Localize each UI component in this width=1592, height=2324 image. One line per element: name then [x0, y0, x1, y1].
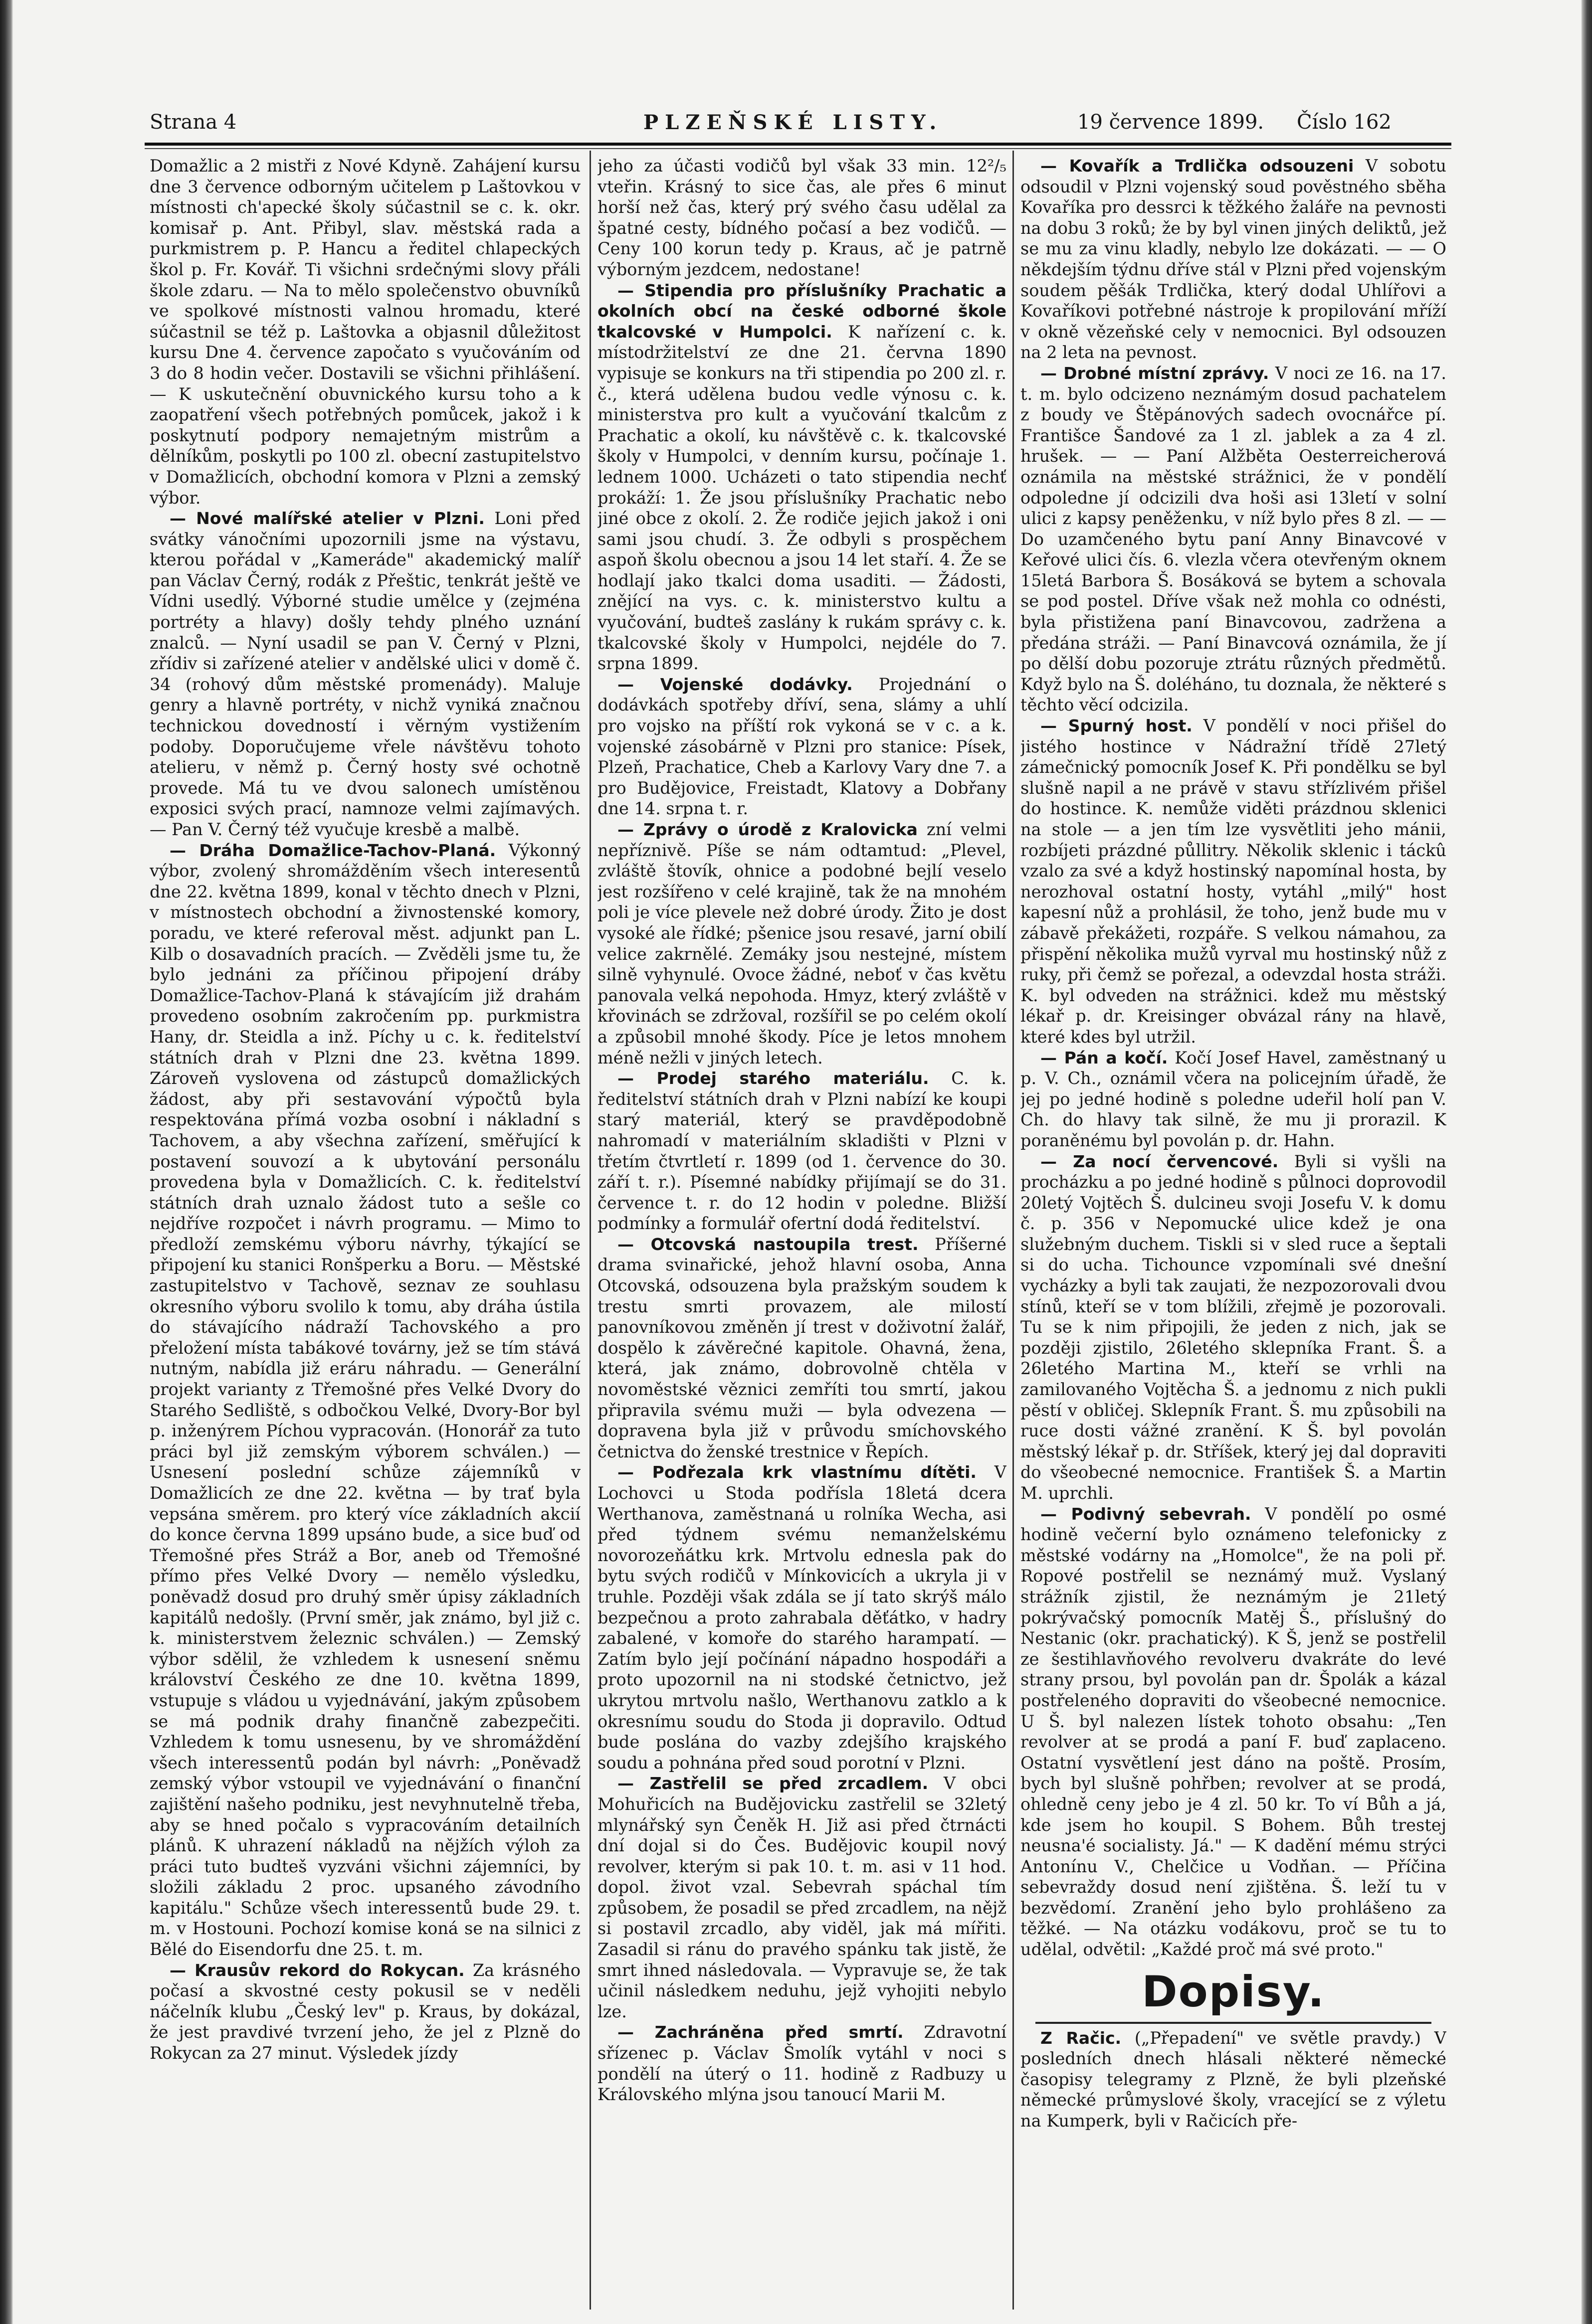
article — [1020, 1504, 1446, 1960]
article-text: V noci ze 16. na 17. t. m. bylo odcizeno neznámým dosud pachatelem z boudy ve Štěpánových sadech ovocnářce pí. Františce Šandové za 1 zl. jablek a za 4 zl. hrušek. — — Paní Alžběta Oesterreicherová oznámila na městské strážnici, že v pondělí odpoledne jí odcizili dva hoši asi 13letí v solní ulici z kapsy peněženku, v níž bylo přes 8 zl. — — Do uzamčeného bytu paní Anny Binavcové v Keřové ulici čís. 6. vlezla včera otevřeným oknem 15letá Barbora Š. Bosáková se bytem a schovala se pod postel. Dříve však než mohla co odnésti, byla přistižena paní Binavcovou, zadržena a předána stráži. — Paní Binavcová oznámila, že jí po dělší dobu pozoruje ztrátu různých předmětů. Když bylo na Š. doléháno, tu doznala, že některé s těchto věcí odcizila. — [1020, 363, 1446, 715]
article-text: C. k. ředitelství státních drah v Plzni nabízí ke koupi starý materiál, který se pravděpodobně nahromadí v materiálním skladišti v Plzni v třetím čtvrtletí r. 1899 (od 1. července do 30. září t. r.). Písemné nabídky přijímají se do 31. července t. r. do 12 hodin v poledne. Bližší podmínky a formulář ofertní dodá ředitelství. — [597, 1069, 1006, 1234]
article — [150, 1960, 581, 2064]
article-text: Domažlic a 2 mistři z Nové Kdyně. Zahájení kursu dne 3 července odborným učitelem p Laštovkou v místnosti ch'apecké školy súčastnil se c. k. okr. komisař p. Ant. Přibyl, slav. městská rada a purkmistrem p. P. Hancu a ředitel chlapeckých škol p. Fr. Kovář. Ti všichni srdečnými slovy přáli škole zdaru. — Na to mělo společenstvo obuvníků ve spolkové místnosti valnou hromadu, které súčastnil se též p. Laštovka a objasnil důležitost kursu Dne 4. července započato s vyučováním od 3 do 8 hodin večer. Dostavili se všichni přihlášení. — K uskutečnění obuvnického kursu toho a k zaopatření všech potřebných pomůcek, jakož i k poskytnutí podpory nemajetným mistrům a dělníkům, poskytli po 100 zl. obecní zastupitelstvo v Domažlicích, obchodní komora v Plzni a zemský výbor. — [150, 156, 581, 508]
section-title-dopisy: Dopisy. — [1142, 1966, 1325, 2017]
article-text: V pondělí po osmé hodině večerní bylo oznámeno telefonicky z městské vodárny na „Homolce", že na poli př. Ropové postřelil se neznámý muž. Vyslaný strážník zjistil, že neznámým je 21letý pokrývačský pomocník Matěj Š., příslušný do Nestanic (okr. prachatický). K Š, jenž se postřelil ze šestihlavňového revolveru dvakráte do levé strany prsou, byl povolán pan dr. Špolák a kázal postřeleného dopraviti do všeobecné nemocnice. U Š. byl nalezen lístek tohoto obsahu: „Ten revolver at se prodá a paní F. buď zaplaceno. Ostatní vysvětlení jest dáno na poště. Prosím, bych byl slušně pohřben; revolver at se prodá, ohledně ceny jebo je 4 zl. 50 kr. To ví Bůh a já, kde jsem ho koupil. S Bohem. Bůh trestej neusna'é socialisty. Já." — K dadění mému strýci Antonínu V., Chelčice u Vodňan. — Příčina sebevraždy dosud není zjištěna. Š. leží tu v bezvědomí. Zranění jeho bylo prohlášeno za těžké. — Na otázku vodákovu, proč se tu to udělal, odvětil: „Každé proč má své proto." — [1020, 1504, 1446, 1960]
scan-edge-left — [0, 0, 13, 2324]
article-text: V Lochovci u Stoda podřísla 18letá dcera Werthanova, zaměstnaná u rolníka Wecha, asi před týdnem svému nemanželskému novorozeňátku krk. Mrtvolu ednesla pak do bytu svých rodičů v Mínkovicích a ukryla ji v truhle. Později však zdála se jí tato skrýš málo bezpečnou a proto zahrabala děťátko, v hadry zabalené, v komoře do starého harampatí. — Zatím bylo její počínání nápadno hospodáři a proto upozornil na ni stodské četnictvo, jež ukrytou mrtvolu našlo, Werthanovu zatklo a k okresnímu soudu do Stoda ji dopravilo. Odtud bude poslána do vazby zdejšího krajského soudu a pohnána před soud porotní v Plzni. — [597, 1462, 1006, 1773]
article-headline: — Otcovská nastoupila trest. — [617, 1234, 919, 1254]
article-headline: — Zprávy o úrodě z Kralovicka — [617, 820, 918, 839]
article-headline: — Zastřelil se před zrcadlem. — [617, 1774, 929, 1793]
article-text: Projednání o dodávkách spotřeby dříví, sena, slámy a uhlí pro vojsko na příští rok vykoná se v c. a k. vojenské zásobárně v Plzni pro stanice: Písek, Plzeň, Prachatice, Cheb a Karlovy Vary dne 7. a pro Budějovice, Freistadt, Klatovy a Dobřany dne 14. srpna t. r. — [597, 674, 1006, 819]
article-text: V obci Mohuřicích na Budějovicku zastřelil se 32letý mlynářský syn Čeněk H. Již asi před čtrnácti dní dojal si do Čes. Budějovic koupil nový revolver, kterým si pak 10. t. m. asi v 11 hod. dopol. život vzal. Sebevrah spáchal tím způsobem, že posadil se před zrcadlem, na nějž si postavil zrcadlo, aby viděl, jak má mířiti. Zasadil si ránu do pravého spánku tak jistě, že smrt ihned následovala. — Vypravuje se, že tak učinil následkem neduhu, jejž vyhojiti nebylo lze. — [597, 1774, 1006, 2021]
article — [597, 1773, 1006, 2022]
article-headline: — Podřezala krk vlastnímu dítěti. — [617, 1462, 977, 1482]
issue-number: Číslo 162 — [1297, 111, 1392, 134]
article-headline: — Prodej starého materiálu. — [617, 1069, 929, 1088]
scan-edge-right — [1581, 0, 1592, 2324]
issue-date: 19 července 1899. — [1077, 111, 1264, 134]
article-text: V pondělí v noci přišel do jistého hostince v Nádražní třídě 27letý zámečnický pomocník Josef K. Při pondělku se byl slušně napil a ne právě v stavu střízlivém přišel do hostince. K. nemůže viděti prázdnou sklenici na stole — a jen tím lze vysvětliti jeho mánii, rozbíjeti prázdné půllitry. Několik sklenic i táckû vzalo za své a když hostinský napomínal hosta, by nerozhoval ostatní hosty, vytáhl „milý" host kapesní nůž a prohlásil, že toho, jenž bude mu v zábavě překážeti, rozpáře. S velkou námahou, za přispění několika mužů vyrval mu hostinský nůž z ruky, při čemž se pořezal, a odevzdal hosta stráži. K. byl odveden na strážnici. kdež mu městský lékař p. dr. Kreisinger obvázal rány na hlavě, které kdes byl utržil. — [1020, 716, 1446, 1047]
article-text: K nařízení c. k. místodržitelství ze dne 21. června 1890 vypisuje se konkurs na tři stipendia po 200 zl. r. č., která udělena budou vedle výnosu c. k. ministerstva pro kult a vyučování tkalcům z Prachatic a okolí, ku návštěvě c. k. tkalcovské školy v Humpolci, v denním kursu, počínaje 1. lednem 1000. Ucházeti o tato stipendia nechť prokáží: 1. Že jsou příslušníky Prachatic nebo jiné obce z okolí. 2. Že rodiče jejich jakož i oni sami jsou chudí. 3. Že odbyli s prospěchem aspoň školu obecnou a jsou 14 let staří. 4. Že se hodlají jako tkalci doma usaditi. — Žádosti, znějící na vys. c. k. ministerstvo kultu a vyučování, budteš zaslány k rukám správy c. k. tkalcovské školy v Humpolci, nejdéle do 7. srpna 1899. — [597, 322, 1006, 674]
article — [150, 508, 581, 840]
header-rule — [145, 143, 1451, 146]
article-headline: — Podivný sebevrah. — [1040, 1504, 1251, 1524]
article — [597, 674, 1006, 819]
masthead-title: PLZEŇSKÉ LISTY. — [643, 111, 943, 134]
article — [597, 819, 1006, 1068]
header-rule-thin — [145, 148, 1451, 149]
article-text: Za krásného počasí a skvostné cesty pokusil se v neděli náčelník klubu „Český lev" p. Kraus, by dokázal, že jest pravdivé tvrzení jeho, že jel z Plzně do Rokycan za 27 minut. Výsledek jízdy — [150, 1960, 581, 2063]
page-number: Strana 4 — [150, 111, 237, 134]
article — [597, 1462, 1006, 1773]
article-headline: — Vojenské dodávky. — [617, 674, 853, 694]
article-headline: — Dráha Domažlice-Tachov-Planá. — [170, 840, 496, 860]
article — [150, 840, 581, 1960]
article-text: Zdravotní sřízenec p. Václav Šmolík vytáhl v noci s pondělí na úterý o 11. hodině z Radbuzy u Královského mlýna jsou tanoucí Marii M. — [597, 2022, 1006, 2105]
article — [597, 280, 1006, 674]
article — [1020, 2028, 1446, 2132]
article-text: Kočí Josef Havel, zaměstnaný u p. V. Ch., oznámil včera na policejním úřadě, že jej po jedné hodině s poledne udeřil holí pan V. Ch. do hlavy tak silně, že mu ji prorazil. K poraněnému byl povolán p. dr. Hahn. — [1020, 1048, 1446, 1150]
article-headline: Z Račic. — [1040, 2028, 1122, 2048]
article — [1020, 156, 1446, 363]
article-text: V sobotu odsoudil v Plzni vojenský soud pověstného sběha Kovaříka pro dessrci k těžkého žaláře na pevnosti na dobu 3 roků; že by byl vinen jiných deliktů, jež se mu za vinu kladly, nebylo lze dokázati. — — O někdejším týdnu dříve stál v Plzni před vojenským soudem pěšák Trdlička, který dodal Uhlířovi a Kovaříkovi potřebné nástroje k propilování mříží v okně vězeňské cely v nemocnici. Byl odsouzen na 2 leta na pevnost. — [1020, 156, 1446, 362]
article-text: („Přepadení" ve světle pravdy.) V posledních dnech hlásali některé německé časopisy telegramy z Plzně, že byli plzeňské německé průmyslové školy, vracející se z výletu na Kumperk, byli v Račicích pře- — [1020, 2028, 1446, 2131]
column-divider-1 — [590, 151, 591, 2310]
article-headline: — Kovařík a Trdlička odsouzeni — [1040, 156, 1354, 176]
article-headline: — Zachráněna před smrtí. — [617, 2022, 904, 2042]
article-text: zní velmi nepříznivě. Píše se nám odtamtud: „Plevel, zvláště štovík, ohnice a podobné bejlí veselo jest rozšířeno v celé krajině, tak že na mnohém poli je více plevele než dobré úrody. Žito je dost vysoké ale řídké; pšenice jsou resavé, jarní obilí velice zakrnělé. Zemáky jsou nestejné, místem silně vyhynulé. Ovoce žádné, neboť v čas květu panovala velká nepohoda. Hmyz, který zvláště v křovinách se zdržoval, rozšířil se po celém okolí a způsobil mnohé škody. Píce je letos mnohem méně nežli v jiných letech. — [597, 820, 1006, 1068]
article — [1020, 1048, 1446, 1151]
article — [1020, 715, 1446, 1048]
column-2 — [597, 156, 1006, 2315]
section-rule — [1035, 2022, 1431, 2024]
article-text: Příšerné drama svinařické, jehož hlavní osoba, Anna Otcovská, odsouzena byla pražským soudem k trestu smrti provazem, ale milostí panovníkovou změněn jí trest v doživotní žalář, dospělo k závěrečné kapitole. Ohavná, žena, která, jak známo, dobrovolně chtěla v novoměstské věznici zemříti tou smrtí, jakou připravila svému muži — byla odvezena — dopravena byla již v průvodu smíchovského četnictva do ženské trestnice v Řepích. — [597, 1234, 1006, 1461]
article-text: Byli si vyšli na procházku a po jedné hodině s půlnoci doprovodil 20letý Vojtěch Š. dulcineu svoji Josefu V. k domu č. p. 356 v Nepomucké ulice kdež je ona služebným duchem. Tiskli si v sled ruce a šeptali si do ucha. Tichounce vzpomínali své dnešní vycházky a byli tak zaujati, že nezpozorovali dvou stínů, kteří se v tom blížili, zřejmě je pozorovali. Tu se k nim připojili, že jeden z nich, jak se později zjistilo, 26letého sklepníka Frant. Š. a 26letého Martina M., kteří se vrhli na zamilovaného Vojtěcha Š. a jednomu z nich pukli pěstí v obličej. Sklepník Frant. Š. mu způsobili na ruce dosti vážné zranění. K Š. byl povolán městský lékař p. dr. Stříšek, který jej dal dopraviti do všeobecné nemocnice. František Š. a Martin M. uprchli. — [1020, 1151, 1446, 1503]
article — [597, 1068, 1006, 1234]
article-headline: — Pán a kočí. — [1040, 1048, 1168, 1068]
page-header — [150, 111, 1446, 141]
article — [1020, 1151, 1446, 1504]
article — [597, 1234, 1006, 1462]
article-headline: — Krausův rekord do Rokycan. — [170, 1960, 465, 1980]
article-headline: — Drobné místní zprávy. — [1040, 363, 1269, 383]
article-text: jeho za účasti vodičů byl však 33 min. 12²/₅ vteřin. Krásný to sice čas, ale přes 6 minut horší než čas, který prý svého času udělal za špatné cesty, bídného počasí a bez vodičů. — Ceny 100 korun tedy p. Kraus, ač je patrně výborným jezdcem, nedostane! — [597, 156, 1006, 279]
article — [1020, 363, 1446, 715]
article-headline: — Za nocí červencové. — [1040, 1151, 1279, 1171]
article-text: Výkonný výbor, zvolený shromážděním všech interesentů dne 22. května 1899, konal v těchto dnech v Plzni, v místnostech obchodní a živnostenské komory, poradu, ve které referoval měst. adjunkt pan L. Kilb o dosavadních pracích. — Zvěděli jsme tu, že bylo jednáni za příčinou připojení dráby Domažlice-Tachov-Planá k stávajícím již drahám provedeno osobním zakročením pp. purkmistra Hany, dr. Steidla a inž. Píchy u c. k. ředitelství státních drah v Plzni dne 23. května 1899. Zároveň vyslovena od zástupců domažlických žádost, aby při sestavování výpočtů byla respektována přímá vozba osobní i nákladní s Tachovem, a aby všechna zařízení, směřující k postavení souvozí a k ubytování personálu provedena byla v Domažlicích. C. k. ředitelství státních drah uznalo žádost tuto a sešle co nejdříve rozpočet i návrh programu. — Mimo to předloží zemskému výboru návrhy, týkající se připojení ku stanici Ronšperku a Boru. — Městské zastupitelstvo v Tachově, seznav ze souhlasu okresního výboru svolilo k tomu, aby dráha ústila do stávajícího nádraží Tachovského a pro přeložení místa tabákové továrny, jež se tím stává nutným, nabídla již eráru náhradu. — Generální projekt varianty z Třemošné přes Velké Dvory do Starého Sedliště, s odbočkou Velké, Dvory-Bor byl p. inženýrem Píchou vypracován. (Honorář za tuto práci byl již zemským výborem schválen.) — Usnesení poslední schůze zájemníků v Domažlicích ze dne 22. května — by trať byla vepsána směrem. pro který více základních akcií do konce června 1899 upsáno bude, a sice buď od Třemošné přes Stráž a Bor, aneb od Třemošné přímo přes Velké Dvory — nemělo výsledku, poněvadž dosud pro druhý směr úpisy základních kapitálů nedošly. (První směr, jak známo, byl již c. k. ministerstvem železnic schválen.) — Zemský výbor sdělil, že vzhledem k usnesení sněmu království Českého ze dne 10. května 1899, vstupuje s vládou u vyjednávání, jakým způsobem se má podnik drahy finančně zabezpečiti. Vzhledem k tomu usnesenu, by ve shromáždění všech interessentů podán byl návrh: „Poněvadž zemský výbor vstoupil ve vyjednávání o finanční zajištění našeho podniku, jest nevyhnutelně třeba, aby se hned počalo s vypracováním detailních plánů. K uhrazení nákladů na nějžích výloh za práci tuto budteš vyzváni všichni zájemníci, by složili základu 2 proc. upsaného závodního kapitálu." Schůze všech interessentů bude 29. t. m. v Hostouni. Pochozí komise koná se na silnici z Bělé do Eisendorfu dne 25. t. m. — [150, 840, 581, 1960]
article — [597, 2022, 1006, 2105]
column-3 — [1020, 156, 1446, 2315]
column-1 — [150, 156, 581, 2315]
article-headline: — Nové malířské atelier v Plzni. — [170, 509, 485, 529]
article-headline: — Spurný host. — [1040, 716, 1193, 736]
article-headline: — Stipendia pro příslušníky Prachatic a okolních obcí na české odborné škole tkalcovské v Humpolci. — [597, 280, 1006, 342]
article-text: Loni před svátky vánočními upozornili jsme na výstavu, kterou pořádal v „Kameráde" akademický malíř pan Václav Černý, rodák z Přeštic, tenkrát ještě ve Vídni usedlý. Výborné studie umělce y (zejména portréty a hlavy) došly tehdy plného uznání znalců. — Nyní usadil se pan V. Černý v Plzni, zřídiv si zařízené atelier v andělské ulici v domě č. 34 (rohový dům městské promenády). Maluje genry a hlavně portréty, v nichž vyniká značnou technickou dovedností i věrným vystižením podoby. Doporučujeme vřele návštěvu tohoto atelieru, v němž p. Černý hosty své ochotně provede. Má tu ve dvou salonech umístěnou exposici svých prací, namnoze velmi zajímavých. — Pan V. Černý též vyučuje kresbě a malbě. — [150, 509, 581, 839]
column-divider-2 — [1012, 151, 1014, 2310]
